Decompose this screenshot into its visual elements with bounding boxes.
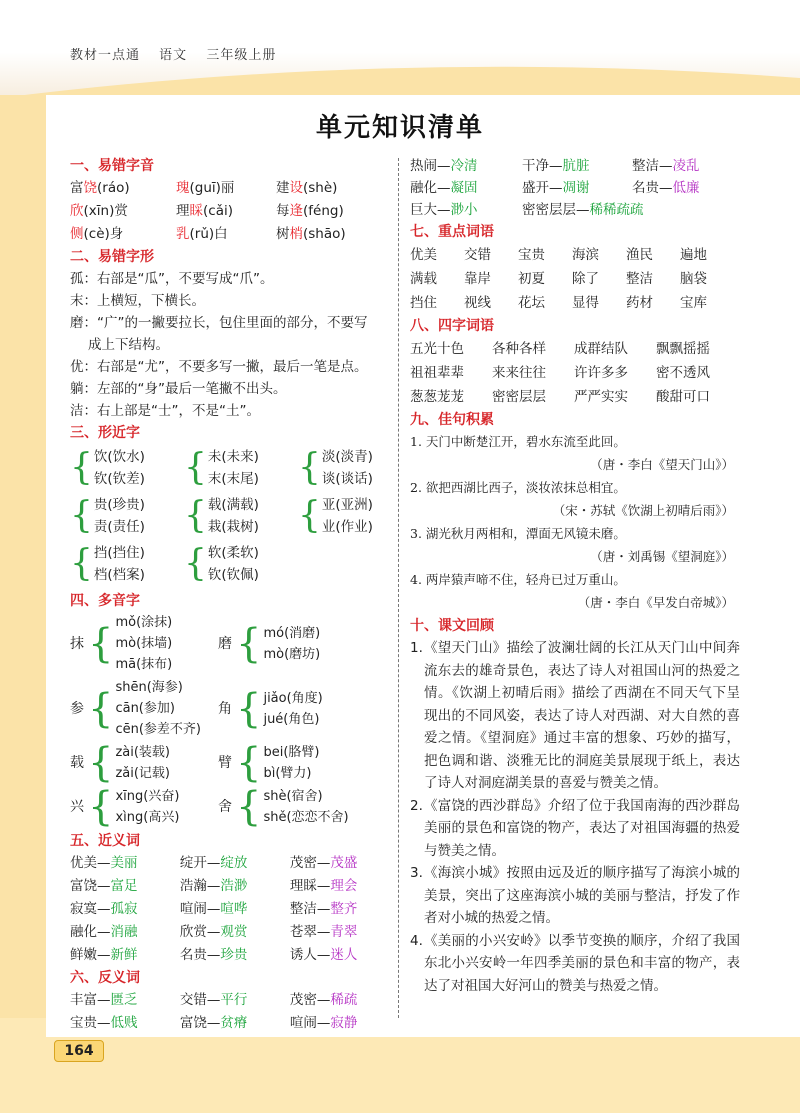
synonym-row: 寂寞—孤寂 喧闹—喧哗 整洁—整齐 <box>70 901 358 917</box>
char-form-note: 躺：左部的“身”最后一笔撇不出头。 <box>70 381 287 397</box>
pinyin-item: 建设(shè) <box>276 180 338 196</box>
idiom-row: 葱葱茏茏 密密层层 严严实实 酸甜可口 <box>410 389 710 405</box>
polyphonic-group: 抹 { mǒ(涂抹) mò(抹墙) mā(抹布) <box>70 615 173 672</box>
synonym-row: 鲜嫩—新鲜 名贵—珍贵 诱人—迷人 <box>70 947 358 963</box>
pinyin-row <box>70 200 388 223</box>
section-title: 二、易错字形 <box>70 249 154 265</box>
pinyin-item: 瑰(guī)丽 <box>176 180 235 196</box>
verse-source: （唐・李白《望天门山》） <box>590 457 734 472</box>
polyphonic-grid <box>70 612 388 830</box>
polyphonic-group: 舍 { shè(宿舍) shě(恋恋不舍) <box>218 784 349 830</box>
idiom-row: 祖祖辈辈 来来往往 许许多多 密不透风 <box>410 365 710 381</box>
column-divider <box>398 158 399 1018</box>
right-column <box>410 155 740 997</box>
similar-char-group: { 软(柔软) 钦(钦佩) <box>184 543 259 584</box>
verse-line: 4. 两岸猿声啼不住，轻舟已过万重山。 <box>410 572 626 587</box>
antonym-row: 宝贵—低贱 富饶—贫瘠 喧闹—寂静 <box>70 1015 358 1031</box>
antonym-row: 巨大—渺小 密密层层—稀稀疏疏 <box>410 202 644 218</box>
section-title: 一、易错字音 <box>70 158 154 174</box>
char-form-note: 优：右部是“尤”，不要多写一撇，最后一笔是点。 <box>70 359 368 375</box>
pinyin-row <box>70 223 388 246</box>
polyphonic-group: 磨 { mó(消磨) mò(磨坊) <box>218 620 321 667</box>
page-title: 单元知识清单 <box>315 113 484 143</box>
pinyin-item: 侧(cè)身 <box>70 226 124 242</box>
pinyin-item: 乳(rǔ)白 <box>176 226 228 242</box>
antonym-row: 融化—凝固 盛开—凋谢 名贵—低廉 <box>410 180 700 196</box>
brace-icon: { <box>88 620 114 667</box>
review-item: 4. 《美丽的小兴安岭》以季节变换的顺序，介绍了我国东北小兴安岭一年四季美丽的景色和丰富的物产，表达了对祖国大好河山的赞美与热爱之情。 <box>410 932 740 994</box>
book-grade: 三年级上册 <box>206 48 277 63</box>
similar-char-group: { 饮(饮水) 钦(钦差) <box>70 447 145 488</box>
book-name: 教材一点通 <box>70 48 141 63</box>
page-number: 164 <box>54 1040 104 1062</box>
left-strip-decoration <box>0 95 46 1113</box>
verse-line: 1. 天门中断楚江开，碧水东流至此回。 <box>410 434 626 449</box>
verse-source: （唐・李白《早发白帝城》） <box>577 595 734 610</box>
brace-icon: { <box>184 543 207 584</box>
brace-icon: { <box>184 495 207 536</box>
keyword-row: 挡住 视线 花坛 显得 药材 宝库 <box>410 295 707 311</box>
synonym-row: 富饶—富足 浩瀚—浩渺 理睬—理会 <box>70 878 358 894</box>
book-subject: 语文 <box>159 48 188 63</box>
section-title: 五、近义词 <box>70 833 140 849</box>
verse-source: （唐・刘禹锡《望洞庭》） <box>590 549 734 564</box>
pinyin-row <box>70 177 388 200</box>
verse-line: 2. 欲把西湖比西子，淡妆浓抹总相宜。 <box>410 480 626 495</box>
antonym-row: 丰富—匮乏 交错—平行 茂密—稀疏 <box>70 992 358 1008</box>
synonym-row: 融化—消融 欣赏—观赏 苍翠—青翠 <box>70 924 358 940</box>
polyphonic-group: 角 { jiǎo(角度) jué(角色) <box>218 685 323 732</box>
polyphonic-group: 兴 { xīng(兴奋) xìng(高兴) <box>70 784 180 830</box>
char-form-note-cont: 成上下结构。 <box>88 337 169 353</box>
char-form-note: 洁：右上部是“士”，不是“土”。 <box>70 403 260 419</box>
similar-char-group: { 亚(亚洲) 业(作业) <box>298 495 373 536</box>
char-form-note: 末：上横短，下横长。 <box>70 293 205 309</box>
brace-icon: { <box>88 740 114 786</box>
synonym-row: 优美—美丽 绽开—绽放 茂密—茂盛 <box>70 855 358 871</box>
pinyin-item: 富饶(ráo) <box>70 180 130 196</box>
brace-icon: { <box>70 447 93 488</box>
review-item: 2. 《富饶的西沙群岛》介绍了位于我国南海的西沙群岛美丽的景色和富饶的物产，表达了对祖国海疆的热爱与赞美之情。 <box>410 797 740 859</box>
similar-chars-grid <box>70 446 388 586</box>
review-item: 1. 《望天门山》描绘了波澜壮阔的长江从天门山中间奔流东去的雄奇景色，表达了诗人对祖国山河的热爱之情。《饮湖上初晴后雨》描绘了西湖在不同天气下呈现出的不同风姿，表达了诗人对西湖、对大自然的喜爱之情。《望洞庭》通过丰富的想象、巧妙的描写，把色调和谐、淡雅无比的洞庭美景展现于纸上，表达了诗人对洞庭湖美景的喜爱与赞美之情。 <box>410 640 740 791</box>
pinyin-item: 每逢(féng) <box>276 203 344 219</box>
review-item: 3. 《海滨小城》按照由远及近的顺序描写了海滨小城的美景，突出了这座海滨小城的美丽与整洁，抒发了作者对小城的热爱之情。 <box>410 865 740 926</box>
section-title: 九、佳句积累 <box>410 412 494 428</box>
similar-char-group: { 贵(珍贵) 责(责任) <box>70 495 145 536</box>
keyword-row: 优美 交错 宝贵 海滨 渔民 遍地 <box>410 247 707 263</box>
polyphonic-group: 载 { zài(装载) zǎi(记载) <box>70 740 170 786</box>
brace-icon: { <box>70 543 93 584</box>
char-form-note: 磨：“广”的一撇要拉长，包住里面的部分，不要写 <box>70 315 368 331</box>
section-title: 七、重点词语 <box>410 224 494 240</box>
polyphonic-group: 参 { shēn(海参) cān(参加) cēn(参差不齐) <box>70 680 201 737</box>
polyphonic-group: 臂 { bei(胳臂) bì(臂力) <box>218 740 320 786</box>
left-column <box>70 155 388 1035</box>
section-title: 三、形近字 <box>70 425 140 441</box>
antonym-row: 热闹—冷清 干净—肮脏 整洁—凌乱 <box>410 158 700 174</box>
brace-icon: { <box>298 447 321 488</box>
pinyin-item: 欣(xīn)赏 <box>70 203 128 219</box>
similar-char-group: { 未(未来) 末(末尾) <box>184 447 259 488</box>
similar-char-group: { 挡(挡住) 档(档案) <box>70 543 145 584</box>
brace-icon: { <box>88 685 114 732</box>
book-header <box>70 44 290 63</box>
verse-source: （宋・苏轼《饮湖上初晴后雨》） <box>552 503 734 518</box>
brace-icon: { <box>70 495 93 536</box>
similar-char-group: { 淡(淡青) 谈(谈话) <box>298 447 373 488</box>
section-title: 六、反义词 <box>70 970 140 986</box>
idiom-row: 五光十色 各种各样 成群结队 飘飘摇摇 <box>410 341 710 357</box>
brace-icon: { <box>298 495 321 536</box>
brace-icon: { <box>236 620 262 667</box>
brace-icon: { <box>236 740 262 786</box>
pinyin-item: 树梢(shāo) <box>276 226 346 242</box>
verse-line: 3. 湖光秋月两相和，潭面无风镜未磨。 <box>410 526 626 541</box>
brace-icon: { <box>236 784 262 830</box>
brace-icon: { <box>184 447 207 488</box>
brace-icon: { <box>236 685 262 732</box>
section-title: 十、课文回顾 <box>410 618 494 634</box>
brace-icon: { <box>88 784 114 830</box>
pinyin-item: 理睬(cǎi) <box>176 203 233 219</box>
section-title: 四、多音字 <box>70 593 140 609</box>
keyword-row: 满载 靠岸 初夏 除了 整洁 脑袋 <box>410 271 707 287</box>
section-title: 八、四字词语 <box>410 318 494 334</box>
similar-char-group: { 载(满载) 栽(栽树) <box>184 495 259 536</box>
char-form-note: 孤：右部是“瓜”，不要写成“爪”。 <box>70 271 274 287</box>
